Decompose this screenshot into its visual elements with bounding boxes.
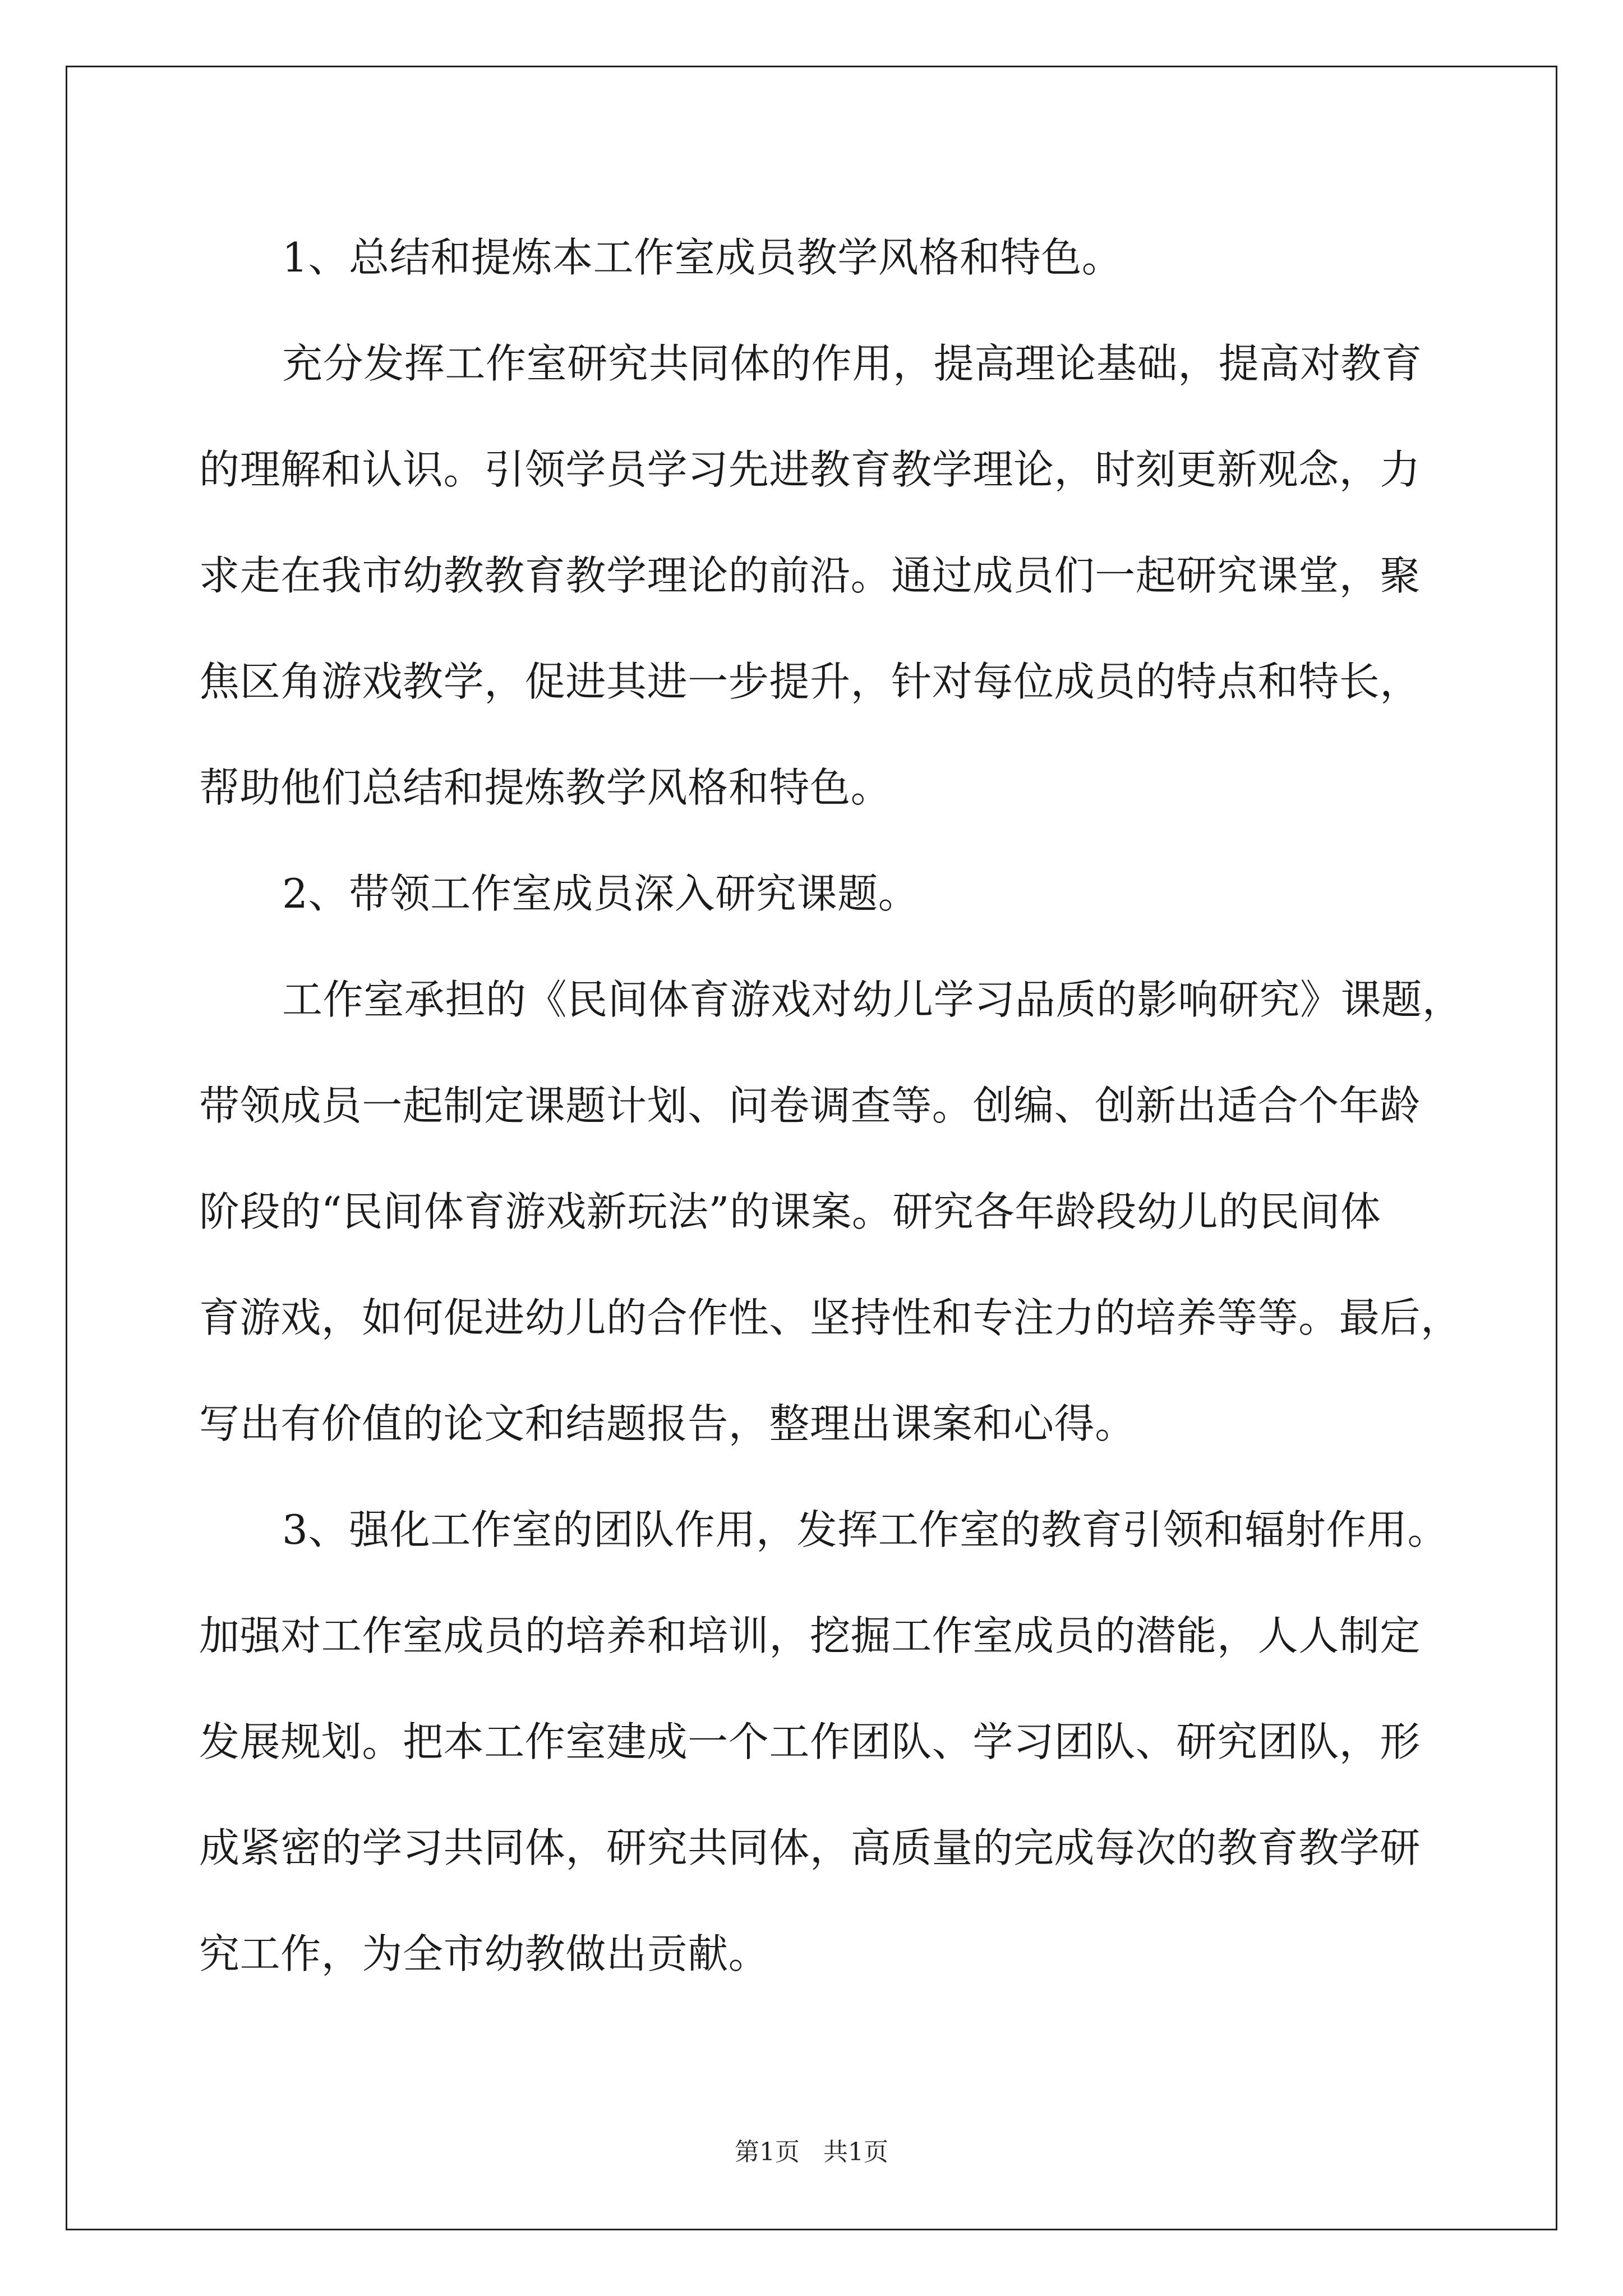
paragraph-2-line-1: 工作室承担的《民间体育游戏对幼儿学习品质的影响研究》课题，: [282, 976, 1463, 1023]
document-body: [199, 205, 1463, 2007]
paragraph-3-line-2: 发展规划。把本工作室建成一个工作团队、学习团队、研究团队，形: [199, 1718, 1421, 1765]
paragraph-1-line-3: 求走在我市幼教教育教学理论的前沿。通过成员们一起研究课堂，聚: [199, 552, 1421, 599]
paragraph-1-line-1: 充分发挥工作室研究共同体的作用，提高理论基础，提高对教育: [282, 340, 1422, 387]
paragraph-3-line-1: 加强对工作室成员的培养和培训，挖掘工作室成员的潜能，人人制定: [199, 1612, 1421, 1659]
heading-2: 2、带领工作室成员深入研究课题。: [282, 870, 919, 917]
paragraph-1-line-5: 帮助他们总结和提炼教学风格和特色。: [199, 764, 892, 811]
heading-1: 1、总结和提炼本工作室成员教学风格和特色。: [282, 234, 1123, 281]
paragraph-1-line-4: 焦区角游戏教学，促进其进一步提升，针对每位成员的特点和特长，: [199, 658, 1421, 705]
paragraph-3-line-3: 成紧密的学习共同体，研究共同体，高质量的完成每次的教育教学研: [199, 1824, 1421, 1871]
heading-3: 3、强化工作室的团队作用，发挥工作室的教育引领和辐射作用。: [282, 1506, 1449, 1553]
paragraph-1-line-2: 的理解和认识。引领学员学习先进教育教学理论，时刻更新观念，力: [199, 446, 1421, 493]
page-footer: 第1页 共1页: [735, 2138, 888, 2166]
paragraph-2-line-4: 育游戏，如何促进幼儿的合作性、坚持性和专注力的培养等等。最后，: [199, 1294, 1461, 1341]
paragraph-3-line-4: 究工作，为全市幼教做出贡献。: [199, 1930, 769, 1977]
paragraph-2-line-3: 阶段的“民间体育游戏新玩法”的课案。研究各年龄段幼儿的民间体: [199, 1188, 1381, 1235]
paragraph-2-line-5: 写出有价值的论文和结题报告，整理出课案和心得。: [199, 1400, 1136, 1447]
paragraph-2-line-2: 带领成员一起制定课题计划、问卷调查等。创编、创新出适合个年龄: [199, 1082, 1421, 1129]
